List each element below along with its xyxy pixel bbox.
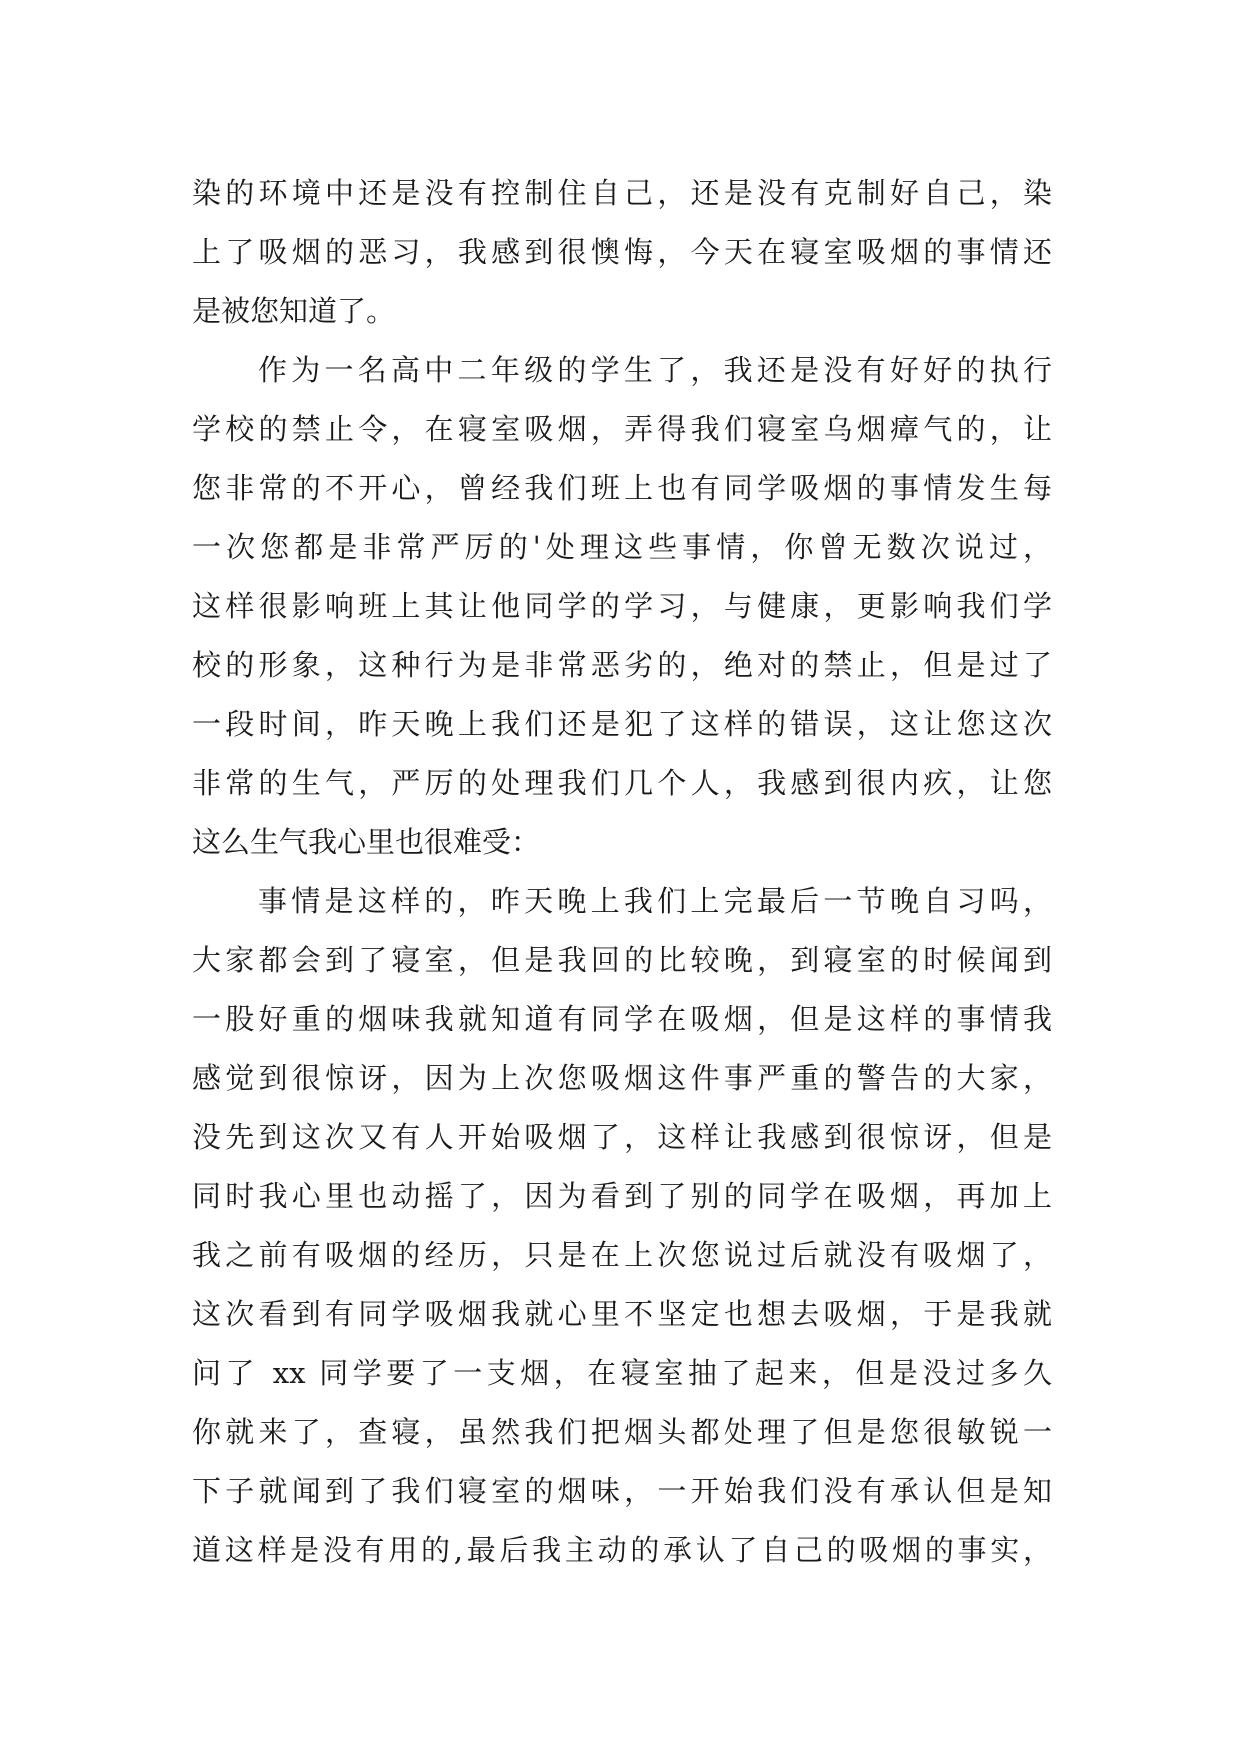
text-line: 这样很影响班上其让他同学的学习，与健康，更影响我们学 [192,589,1052,623]
text-line: 学校的禁止令，在寝室吸烟，弄得我们寝室乌烟瘴气的，让 [192,412,1052,446]
text-line: 一段时间，昨天晚上我们还是犯了这样的错误，这让您这次 [192,707,1052,741]
text-line: 染的环境中还是没有控制住自己，还是没有克制好自己，染 [192,176,1052,210]
text-line: 您非常的不开心，曾经我们班上也有同学吸烟的事情发生每 [192,471,1052,505]
text-line: 一次您都是非常严厉的'处理这些事情，你曾无数次说过， [192,530,1052,564]
text-line: 一股好重的烟味我就知道有同学在吸烟，但是这样的事情我 [192,1002,1052,1036]
paragraph [192,872,1052,1580]
text-line: 下子就闻到了我们寝室的烟味，一开始我们没有承认但是知 [192,1474,1052,1508]
text-line: 感觉到很惊讶，因为上次您吸烟这件事严重的警告的大家， [192,1061,1052,1095]
text-line: 同时我心里也动摇了，因为看到了别的同学在吸烟，再加上 [192,1179,1052,1213]
text-line: 事情是这样的，昨天晚上我们上完最后一节晚自习吗， [258,884,1052,918]
paragraph [192,164,1052,341]
text-line: 作为一名高中二年级的学生了，我还是没有好好的执行 [258,353,1052,387]
body-text [192,164,1052,1580]
text-line: 非常的生气，严厉的处理我们几个人，我感到很内疚，让您 [192,766,1052,800]
paragraph [192,341,1052,872]
text-line: 这次看到有同学吸烟我就心里不坚定也想去吸烟，于是我就 [192,1297,1052,1331]
text-line: 校的形象，这种行为是非常恶劣的，绝对的禁止，但是过了 [192,648,1052,682]
text-line: 大家都会到了寝室，但是我回的比较晚，到寝室的时候闻到 [192,943,1052,977]
text-line: 道这样是没有用的,最后我主动的承认了自己的吸烟的事实， [192,1533,1052,1567]
text-line: 我之前有吸烟的经历，只是在上次您说过后就没有吸烟了， [192,1238,1052,1272]
text-line: 没先到这次又有人开始吸烟了，这样让我感到很惊讶，但是 [192,1120,1052,1154]
text-line: 上了吸烟的恶习，我感到很懊悔，今天在寝室吸烟的事情还 [192,235,1052,269]
text-line: 是被您知道了。 [192,294,396,328]
text-line: 问了 xx 同学要了一支烟，在寝室抽了起来，但是没过多久 [192,1356,1052,1390]
text-line: 这么生气我心里也很难受： [192,825,541,859]
text-line: 你就来了，查寝，虽然我们把烟头都处理了但是您很敏锐一 [192,1415,1052,1449]
